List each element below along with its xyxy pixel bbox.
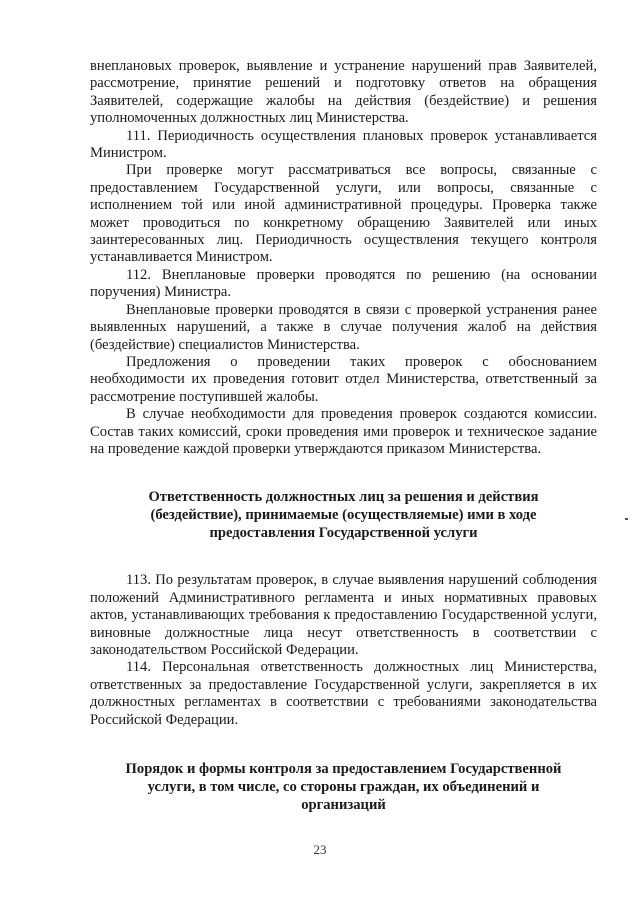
paragraph-continuation: внеплановых проверок, выявление и устранение нарушений прав Заявителей, рассмотрение, принятие решений и подготовку ответов на обращения Заявителей, содержащие жалобы на действия (бездействие) и решения уполномоченных должностных лиц Министерства. xyxy=(90,58,597,127)
section-heading-control-forms: Порядок и формы контроля за предоставлением Государственной услуги, в том числе, со стороны граждан, их объединений и организаций xyxy=(125,761,562,813)
paragraph-113: 113. По результатам проверок, в случае выявления нарушений соблюдения положений Административного регламента и иных нормативных правовых актов, устанавливающих требования к предоставлению Государственной услуги, виновные должностные лица несут ответственность в соответствии с законодательством Российской Федерации. xyxy=(90,572,597,658)
page-number: 23 xyxy=(313,842,327,857)
paragraph-112-commissions: В случае необходимости для проведения проверок создаются комиссии. Состав таких комиссий, сроки проведения ими проверок и техническое задание на проведение каждой проверки утверждаются приказом Министерства. xyxy=(90,406,597,457)
paragraph-112-proposals: Предложения о проведении таких проверок с обоснованием необходимости их проведения готовит отдел Министерства, ответственный за рассмотрение поступившей жалобы. xyxy=(90,353,597,405)
document-body xyxy=(90,58,597,814)
paragraph-112: 112. Внеплановые проверки проводятся по решению (на основании поручения) Министра. xyxy=(90,266,597,301)
paragraph-112-reasons: Внеплановые проверки проводятся в связи с проверкой устранения ранее выявленных нарушений, а также в случае получения жалоб на действия (бездействие) специалистов Министерства. xyxy=(90,301,597,353)
section-heading-responsibility: Ответственность должностных лиц за решения и действия (бездействие), принимаемые (осуществляемые) ими в ходе предоставления Государственной услуги xyxy=(148,489,539,542)
paragraph-111: 111. Периодичность осуществления плановых проверок устанавливается Министром. xyxy=(90,127,597,162)
scan-artifact xyxy=(625,518,628,520)
paragraph-111-detail: При проверке могут рассматриваться все вопросы, связанные с предоставлением Государственной услуги, или вопросы, связанные с исполнением той или иной административной процедуры. Проверка также может проводиться по конкретному обращению Заявителей или иных заинтересованных лиц. Периодичность осуществления текущего контроля устанавливается Министром. xyxy=(90,162,597,266)
paragraph-114: 114. Персональная ответственность должностных лиц Министерства, ответственных за предоставление Государственной услуги, закрепляется в их должностных регламентах в соответствии с требованиями законодательства Российской Федерации. xyxy=(90,659,597,728)
